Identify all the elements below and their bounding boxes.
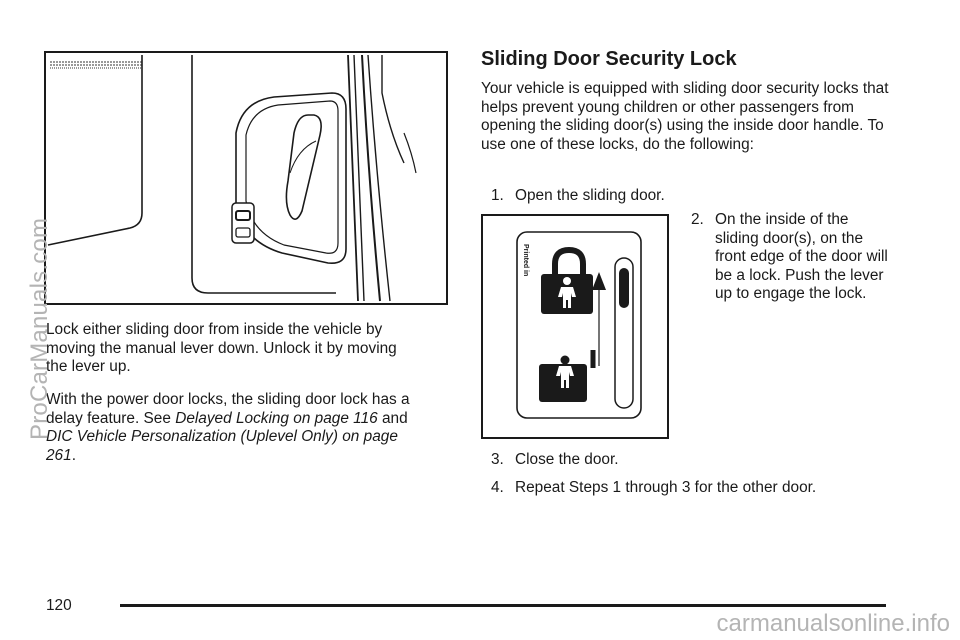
- step-2-text: On the inside of the sliding door(s), on the front edge of the door will be a lock. Push the lever up to engage the lock.: [715, 211, 888, 302]
- step-3-text: Close the door.: [515, 451, 619, 468]
- printed-in-label: Printed in: [522, 244, 529, 277]
- delay-text-a: With the power door locks, the sliding door lock has a delay feature. See: [46, 391, 410, 427]
- dic-personalization-link[interactable]: DIC Vehicle Personalization (Uplevel Only) on page 261: [46, 428, 398, 464]
- side-watermark: ProCarManuals.com: [26, 217, 53, 440]
- step-1-text: Open the sliding door.: [515, 187, 665, 204]
- page-number: 120: [46, 597, 72, 614]
- delay-text-c: .: [71, 446, 76, 464]
- step-1: [491, 187, 665, 206]
- step-4: [491, 479, 816, 498]
- step-2: [691, 211, 891, 304]
- step-3-number: 3.: [491, 451, 504, 468]
- bottom-watermark: carmanualsonline.info: [716, 610, 950, 637]
- lock-lever-slot: [615, 258, 633, 408]
- door-handle-drawing: [46, 53, 446, 303]
- lock-lever-paragraph: Lock either sliding door from inside the vehicle by moving the manual lever down. Unlock it by moving the lever up.: [46, 321, 397, 375]
- step-4-number: 4.: [491, 479, 504, 496]
- intro-paragraph: Your vehicle is equipped with sliding door security locks that helps prevent young children or other passengers from opening the sliding door(s) using the inside door handle. To use one of these locks, do the following:: [481, 80, 889, 153]
- step-1-number: 1.: [491, 187, 504, 204]
- section-heading: Sliding Door Security Lock: [481, 48, 737, 70]
- step-2-number: 2.: [691, 211, 704, 228]
- delayed-locking-link[interactable]: Delayed Locking on page 116: [175, 409, 378, 427]
- security-lock-drawing: [483, 216, 667, 437]
- delay-feature-paragraph: [46, 391, 416, 465]
- delay-text-b: and: [377, 409, 408, 427]
- door-handle-illustration: [44, 51, 448, 305]
- security-lock-illustration: [481, 214, 669, 439]
- footer-rule: [120, 604, 886, 607]
- step-3: [491, 451, 619, 470]
- step-4-text: Repeat Steps 1 through 3 for the other door.: [515, 479, 817, 496]
